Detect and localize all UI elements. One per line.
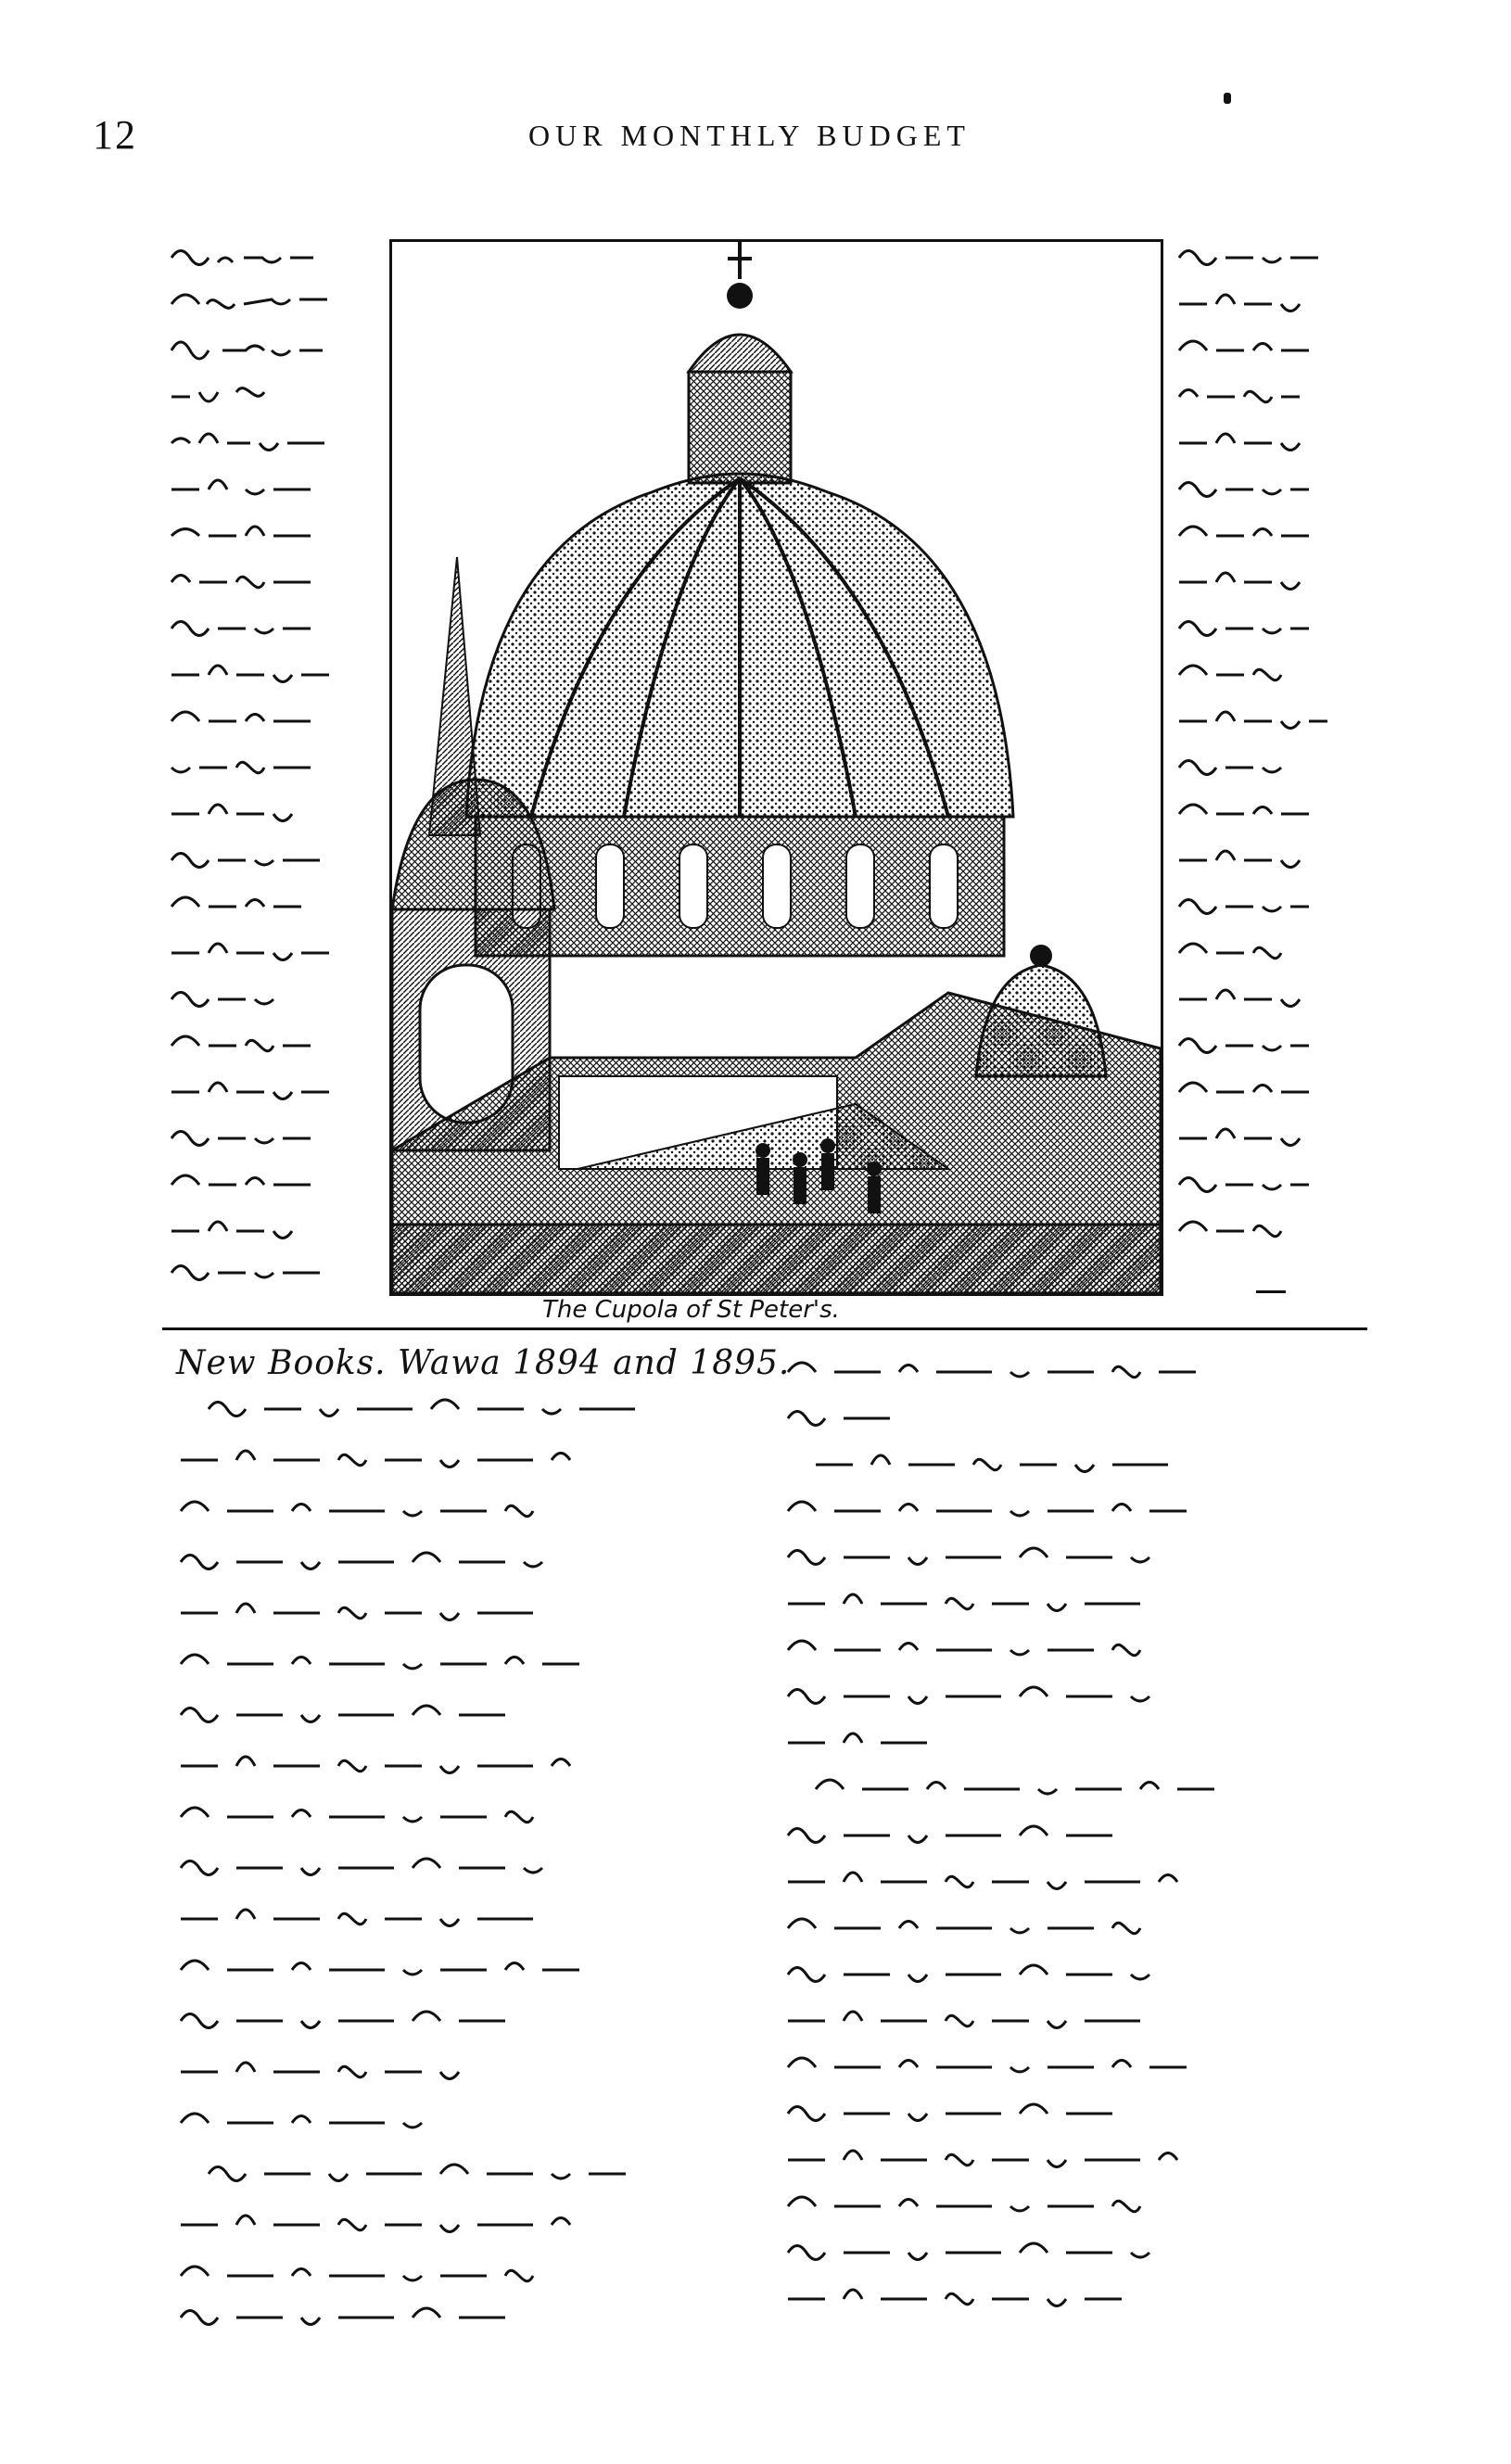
section-heading: New Books. Wawa 1894 and 1895. bbox=[176, 1344, 791, 1382]
figure-caption: The Cupola of St Peter's. bbox=[542, 1296, 840, 1324]
cupola-illustration bbox=[389, 239, 1163, 1296]
shorthand-column-right bbox=[1170, 239, 1374, 1287]
page-number: 12 bbox=[93, 112, 137, 158]
section-divider bbox=[162, 1327, 1367, 1330]
dash-mark bbox=[1256, 1290, 1286, 1293]
shorthand-column-lower-right bbox=[779, 1344, 1372, 2318]
shorthand-column-left bbox=[162, 239, 380, 1287]
ink-speck bbox=[1224, 93, 1231, 104]
shorthand-column-lower-left bbox=[171, 1391, 756, 2327]
shorthand-lines-left bbox=[171, 251, 329, 1280]
page-header bbox=[93, 111, 1020, 167]
shorthand-lines-right bbox=[1179, 251, 1327, 1237]
running-title: OUR MONTHLY BUDGET bbox=[528, 119, 971, 152]
shorthand-lines-lower-right bbox=[788, 1363, 1214, 2306]
shorthand-lines-lower-left bbox=[181, 1400, 635, 2325]
cupola-engraving bbox=[392, 242, 1161, 1293]
